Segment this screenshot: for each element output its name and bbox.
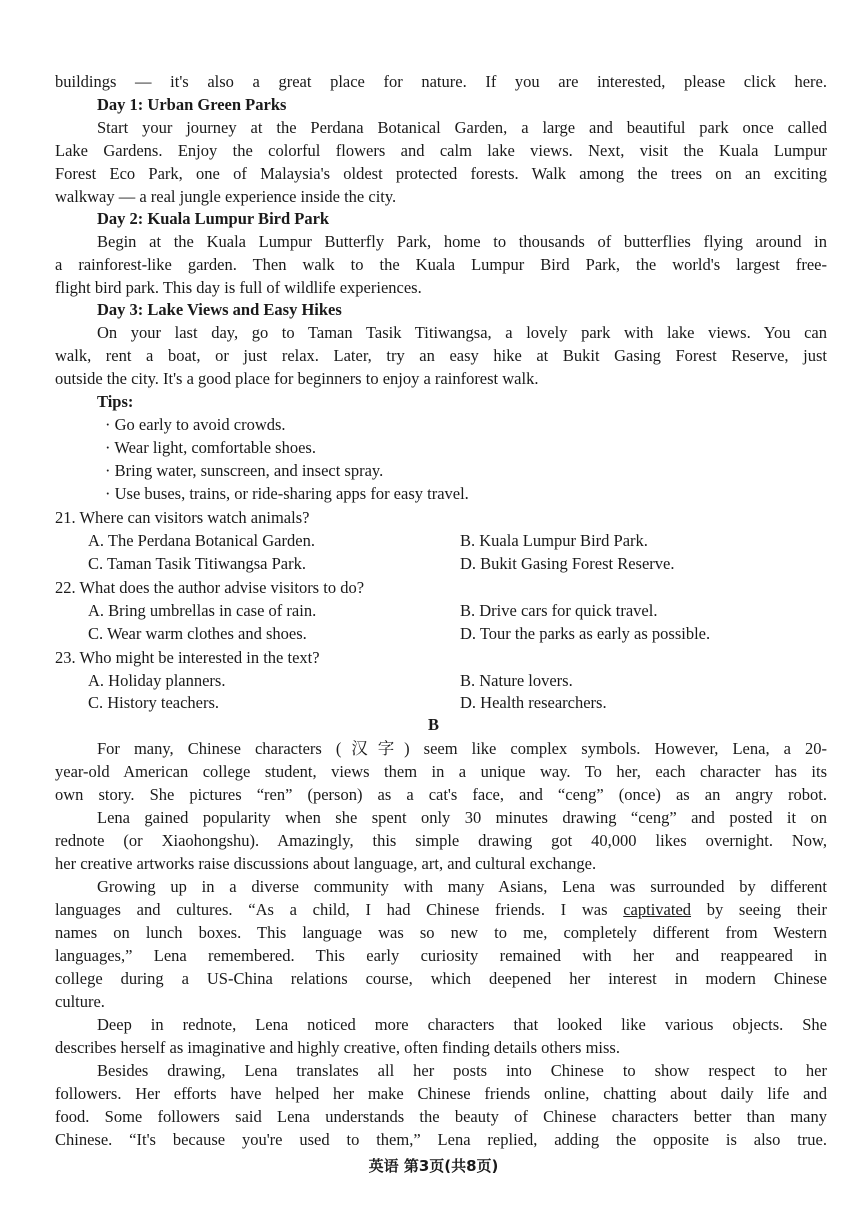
paragraph-line: culture. — [55, 992, 105, 1011]
option-c: C. Wear warm clothes and shoes. — [88, 624, 307, 643]
option-d: D. Health researchers. — [460, 693, 607, 712]
day1-line: walkway — a real jungle experience inside the city. — [55, 187, 397, 206]
paragraph-line: For many, Chinese characters (汉字) seem like complex symbols. However, Lena, a 20- — [97, 739, 827, 758]
tip-item: · Bring water, sunscreen, and insect spray. — [105, 461, 384, 480]
day2-line: Begin at the Kuala Lumpur Butterfly Park, home to thousands of butterflies flying around in — [97, 232, 827, 251]
option-b: B. Kuala Lumpur Bird Park. — [460, 531, 648, 550]
day2-line: flight bird park. This day is full of wildlife experiences. — [55, 278, 422, 297]
day1-heading: Day 1: Urban Green Parks — [97, 95, 287, 114]
option-c: C. Taman Tasik Titiwangsa Park. — [88, 554, 307, 573]
intro-line: buildings — it's also a great place for nature. If you are interested, please click here. — [55, 72, 827, 91]
option-a: A. Holiday planners. — [88, 671, 226, 690]
paragraph-line: food. Some followers said Lena understands the beauty of Chinese characters better than many — [55, 1107, 827, 1126]
option-a: A. The Perdana Botanical Garden. — [88, 531, 315, 550]
paragraph-line: Chinese. “It's because you're used to them,” Lena replied, adding the opposite is also true. — [55, 1130, 827, 1149]
day3-heading: Day 3: Lake Views and Easy Hikes — [97, 300, 342, 319]
option-d: D. Bukit Gasing Forest Reserve. — [460, 554, 675, 573]
paragraph-line: followers. Her efforts have helped her make Chinese friends online, chatting about daily life and — [55, 1084, 827, 1103]
option-b: B. Nature lovers. — [460, 671, 573, 690]
question-stem: 23. Who might be interested in the text? — [55, 648, 320, 667]
day1-line: Lake Gardens. Enjoy the colorful flowers and calm lake views. Next, visit the Kuala Lumpur — [55, 141, 827, 160]
paragraph-line: languages,” Lena remembered. This early curiosity remained with her and reappeared in — [55, 946, 827, 965]
option-d: D. Tour the parks as early as possible. — [460, 624, 711, 643]
tip-item: · Use buses, trains, or ride-sharing apps for easy travel. — [105, 484, 469, 503]
paragraph-line: languages and cultures. “As a child, I had Chinese friends. I was captivated by seeing their — [55, 900, 827, 919]
day2-line: a rainforest-like garden. Then walk to the Kuala Lumpur Bird Park, the world's largest free- — [55, 255, 827, 274]
option-a: A. Bring umbrellas in case of rain. — [88, 601, 317, 620]
section-label: B — [427, 715, 439, 734]
page-footer: 英语 第3页(共8页) — [368, 1157, 499, 1175]
paragraph-line: Deep in rednote, Lena noticed more characters that looked like various objects. She — [97, 1015, 827, 1034]
paragraph-line: describes herself as imaginative and highly creative, often finding details others miss. — [55, 1038, 620, 1057]
paragraph-line: Lena gained popularity when she spent only 30 minutes drawing “ceng” and posted it on — [97, 808, 827, 827]
option-b: B. Drive cars for quick travel. — [460, 601, 658, 620]
tips-heading: Tips: — [97, 392, 134, 411]
day3-line: outside the city. It's a good place for beginners to enjoy a rainforest walk. — [55, 369, 539, 388]
paragraph-line: year-old American college student, views them in a unique way. To her, each character has its — [55, 762, 827, 781]
tip-item: · Go early to avoid crowds. — [105, 415, 286, 434]
paragraph-line: Growing up in a diverse community with many Asians, Lena was surrounded by different — [97, 877, 827, 896]
paragraph-line: names on lunch boxes. This language was so new to me, completely different from Western — [55, 923, 827, 942]
day3-line: On your last day, go to Taman Tasik Titiwangsa, a lovely park with lake views. You can — [97, 323, 827, 342]
day1-line: Start your journey at the Perdana Botanical Garden, a large and beautiful park once called — [97, 118, 827, 137]
paragraph-line: Besides drawing, Lena translates all her posts into Chinese to show respect to her — [97, 1061, 827, 1080]
option-c: C. History teachers. — [88, 693, 220, 712]
paragraph-line: her creative artworks raise discussions about language, art, and cultural exchange. — [55, 854, 597, 873]
underlined-word: captivated — [623, 900, 692, 919]
day2-heading: Day 2: Kuala Lumpur Bird Park — [97, 209, 330, 228]
tip-item: · Wear light, comfortable shoes. — [105, 438, 316, 457]
question-stem: 21. Where can visitors watch animals? — [55, 508, 310, 527]
question-stem: 22. What does the author advise visitors to do? — [55, 578, 365, 597]
day1-line: Forest Eco Park, one of Malaysia's oldest protected forests. Walk among the trees on an exciting — [55, 164, 827, 183]
day3-line: walk, rent a boat, or just relax. Later, try an easy hike at Bukit Gasing Forest Reserve, just — [55, 346, 827, 365]
paragraph-line: college during a US-China relations course, which deepened her interest in modern Chinese — [55, 969, 827, 988]
paragraph-line: rednote (or Xiaohongshu). Amazingly, this simple drawing got 40,000 likes overnight. Now, — [55, 831, 827, 850]
paragraph-line: own story. She pictures “ren” (person) as a cat's face, and “ceng” (once) as an angry robot. — [55, 785, 827, 804]
